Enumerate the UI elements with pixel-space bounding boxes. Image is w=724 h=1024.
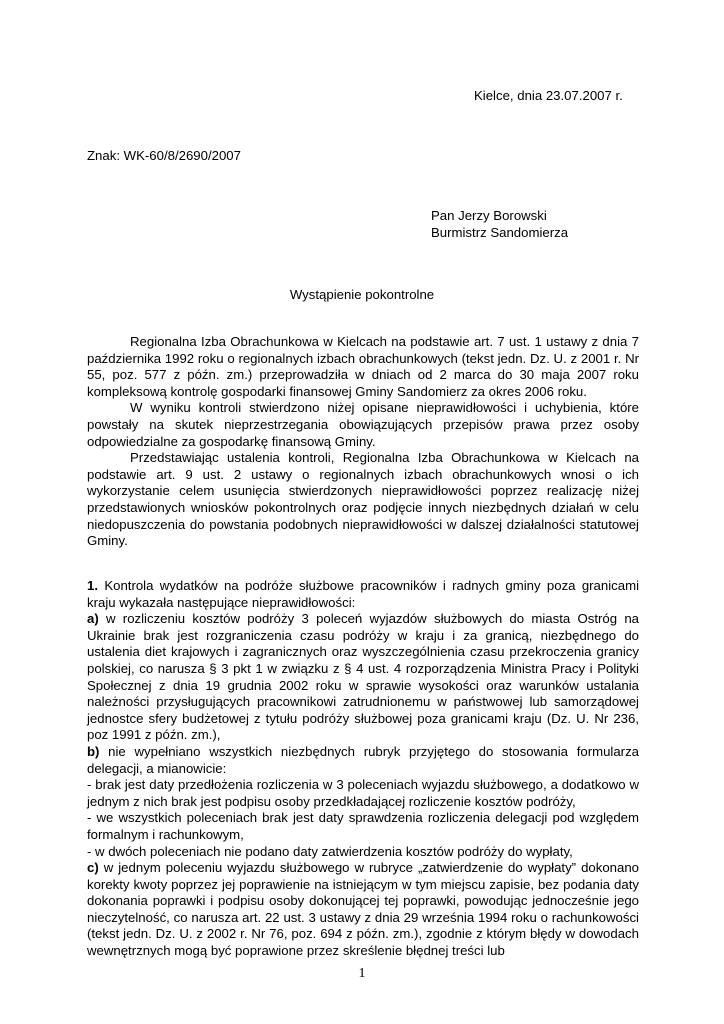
finding-1: [87, 578, 639, 611]
intro-paragraph-2: W wyniku kontroli stwierdzono niżej opisane nieprawidłowości i uchybienia, które powstały na skutek nieprzestrzegania obowiązujących przepisów prawa przez osoby odpowiedzialne za gospodarkę finansową Gminy.: [87, 400, 639, 449]
intro-paragraph-3: Przedstawiając ustalenia kontroli, Regionalna Izba Obrachunkowa w Kielcach na podstawie art. 9 ust. 2 ustawy o regionalnych izbach obrachunkowych wnosi o ich wykorzystanie celem usunięcia stwierdzonych nieprawidłowości poprzez realizację niżej przedstawionych wniosków pokontrolnych oraz podjęcie innych niezbędnych działań w celu niedopuszczenia do powstania podobnych nieprawidłowości w dalszej działalności statutowej Gminy.: [87, 450, 639, 549]
finding-1c-label: c): [87, 860, 99, 876]
findings-section: [87, 578, 639, 960]
finding-1b-dash-1: - brak jest daty przedłożenia rozliczenia w 3 poleceniach wyjazdu służbowego, a dodatkowo w jednym z nich brak jest podpisu osoby przedkładającej rozliczenie kosztów podróży,: [87, 777, 639, 809]
finding-1b-dash-3: - w dwóch poleceniach nie podano daty zatwierdzenia kosztów podróży do wypłaty,: [87, 843, 573, 859]
finding-1a-text: w rozliczeniu kosztów podróży 3 poleceń wyjazdów służbowych do miasta Ostróg na Ukrainie brak jest rozgraniczenia czasu podróży w kraju i za granicą, niezbędnego do ustalenia diet krajowych i zagranicznych oraz wyszczególnienia czasu przekroczenia granicy polskiej, co narusza § 3 pkt 1 w związku z § 4 ust. 4 rozporządzenia Ministra Pracy i Polityki Społecznej z dnia 19 grudnia 2002 roku w sprawie wysokości oraz warunków ustalania należności przysługujących pracownikowi zatrudnionemu w państwowej lub samorządowej jednostce sfery budżetowej z tytułu podróży służbowej poza granicami kraju (Dz. U. Nr 236, poz 1991 z późn. zm.),: [87, 611, 639, 743]
finding-1c: [87, 860, 639, 960]
intro-section: [87, 334, 639, 550]
finding-1a-label: a): [87, 611, 99, 627]
finding-1b-dash-2: - we wszystkich poleceniach brak jest daty sprawdzenia rozliczenia delegacji pod względem formalnym i rachunkowym,: [87, 810, 639, 842]
finding-1-label: 1.: [87, 578, 98, 593]
addressee-position: Burmistrz Sandomierza: [431, 224, 569, 240]
addressee-name: Pan Jerzy Borowski: [431, 208, 547, 223]
finding-1b: [87, 744, 639, 777]
finding-1a: [87, 611, 639, 744]
finding-1b-text: nie wypełniano wszystkich niezbędnych rubryk przyjętego do stosowania formularza delegacji, a mianowicie:: [87, 743, 639, 776]
intro-paragraph-1: Regionalna Izba Obrachunkowa w Kielcach na podstawie art. 7 ust. 1 ustawy z dnia 7 października 1992 roku o regionalnych izbach obrachunkowych (tekst jedn. Dz. U. z 2001 r. Nr 55, poz. 577 z późn. zm.) przeprowadziła w dniach od 2 marca do 30 maja 2007 roku kompleksową kontrolę gospodarki finansowej Gminy Sandomierz za okres 2006 roku.: [87, 334, 639, 399]
reference-number: Znak: WK-60/8/2690/2007: [87, 148, 241, 163]
place-date: Kielce, dnia 23.07.2007 r.: [474, 88, 623, 103]
document-title: Wystąpienie pokontrolne: [289, 287, 435, 302]
finding-1-text: Kontrola wydatków na podróże służbowe pracowników i radnych gminy poza granicami kraju wykazała następujące nieprawidłowości:: [87, 578, 639, 610]
addressee-block: [431, 208, 568, 241]
finding-1b-label: b): [87, 743, 100, 759]
finding-1c-text: w jednym poleceniu wyjazdu służbowego w rubryce „zatwierdzenie do wypłaty” dokonano korekty kwoty poprzez jej poprawienie na istniejącym w tym miejscu zapisie, bez podania daty dokonania poprawki i podpisu osoby dokonującej tej poprawki, powodując jednocześnie jego nieczytelność, co narusza art. 22 ust. 3 ustawy z dnia 29 września 1994 roku o rachunkowości (tekst jedn. Dz. U. z 2002 r. Nr 76, poz. 694 z późn. zm.), zgodnie z którym błędy w dowodach wewnętrznych mogą być poprawione przez skreślenie błędnej treści lub: [87, 860, 639, 959]
page-number: 1: [358, 966, 366, 981]
